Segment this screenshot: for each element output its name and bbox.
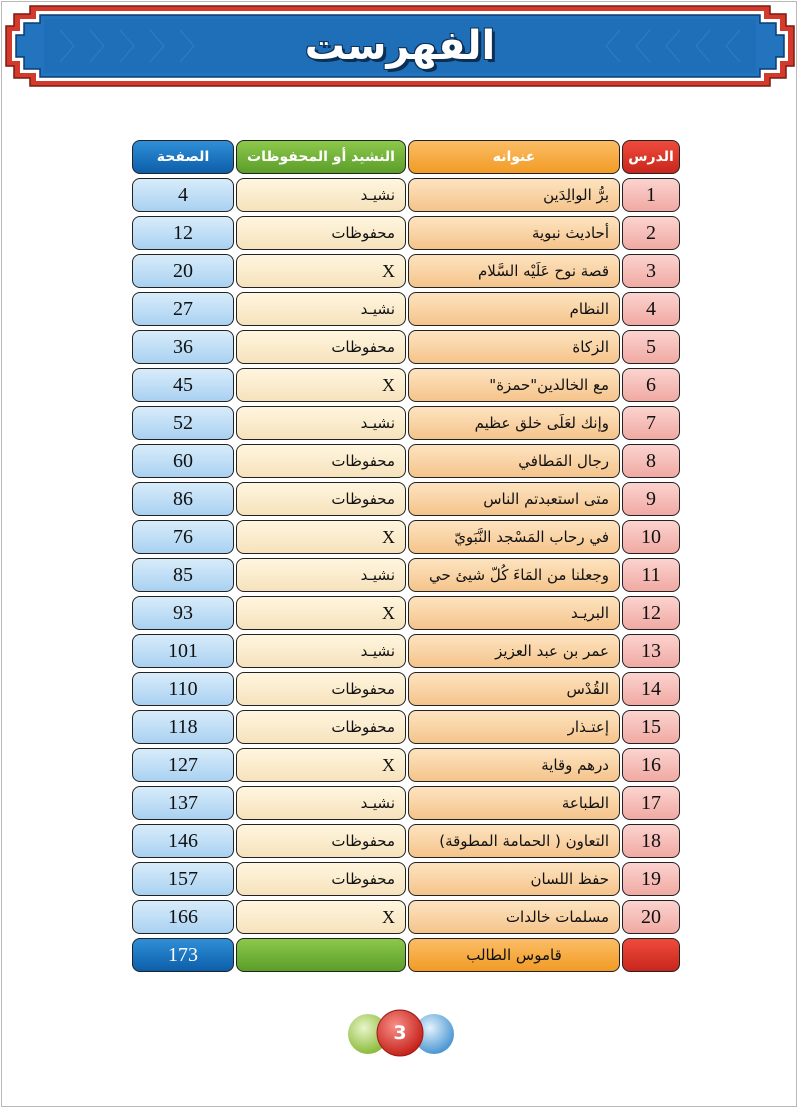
row-lesson-number: 20 — [622, 900, 680, 934]
row-page: 166 — [132, 900, 234, 934]
page-title: الفهرست — [304, 23, 496, 69]
row-lesson-number: 12 — [622, 596, 680, 630]
row-lesson-number: 1 — [622, 178, 680, 212]
row-lesson-number: 14 — [622, 672, 680, 706]
row-page: 101 — [132, 634, 234, 668]
row-song-label: نشيـد — [360, 566, 395, 584]
row-lesson-number: 2 — [622, 216, 680, 250]
row-title: الطباعة — [408, 786, 620, 820]
row-title: رجال المَطافي — [408, 444, 620, 478]
table-row — [132, 596, 680, 630]
row-page: 52 — [132, 406, 234, 440]
row-lesson-number: 16 — [622, 748, 680, 782]
row-song — [236, 292, 406, 326]
row-lesson-number: 15 — [622, 710, 680, 744]
footer-lesson-empty — [622, 938, 680, 972]
footer-song-empty — [236, 938, 406, 972]
row-page: 45 — [132, 368, 234, 402]
row-title: متى استعبدتم الناس — [408, 482, 620, 516]
row-lesson-number: 6 — [622, 368, 680, 402]
row-title: عمر بن عبد العزيز — [408, 634, 620, 668]
row-title: البريـد — [408, 596, 620, 630]
row-song — [236, 596, 406, 630]
row-song — [236, 216, 406, 250]
row-song-label: محفوظات — [331, 224, 395, 242]
table-row — [132, 368, 680, 402]
row-title: وجعلنا من المَاءَ كُلّ شيئ حي — [408, 558, 620, 592]
row-song-label: X — [382, 906, 395, 927]
row-lesson-number: 13 — [622, 634, 680, 668]
table-row — [132, 824, 680, 858]
table-row — [132, 292, 680, 326]
row-song-label: نشيـد — [360, 414, 395, 432]
row-page: 157 — [132, 862, 234, 896]
row-page: 137 — [132, 786, 234, 820]
row-title: القُدْس — [408, 672, 620, 706]
row-song — [236, 520, 406, 554]
row-song-label: X — [382, 374, 395, 395]
row-title: مع الخالدين"حمزة" — [408, 368, 620, 402]
table-row — [132, 330, 680, 364]
row-song — [236, 482, 406, 516]
row-title: مسلمات خالدات — [408, 900, 620, 934]
row-song — [236, 406, 406, 440]
row-title: أحاديث نبوية — [408, 216, 620, 250]
row-song-label: X — [382, 260, 395, 281]
row-page: 4 — [132, 178, 234, 212]
row-song — [236, 710, 406, 744]
row-lesson-number: 18 — [622, 824, 680, 858]
table-footer-row — [132, 938, 680, 972]
row-lesson-number: 19 — [622, 862, 680, 896]
table-row — [132, 634, 680, 668]
row-page: 36 — [132, 330, 234, 364]
row-song — [236, 254, 406, 288]
row-song-label: X — [382, 602, 395, 623]
header-song: النشيد أو المحفوظات — [236, 140, 406, 174]
table-row — [132, 558, 680, 592]
row-title: التعاون ( الحمامة المطوقة) — [408, 824, 620, 858]
row-song-label: محفوظات — [331, 452, 395, 470]
row-song — [236, 900, 406, 934]
row-lesson-number: 9 — [622, 482, 680, 516]
table-row — [132, 406, 680, 440]
row-lesson-number: 17 — [622, 786, 680, 820]
table-row — [132, 444, 680, 478]
row-song — [236, 444, 406, 478]
header-title: عنوانه — [408, 140, 620, 174]
title-banner — [0, 0, 800, 92]
row-page: 20 — [132, 254, 234, 288]
row-title: درهم وقاية — [408, 748, 620, 782]
row-title: إعتـذار — [408, 710, 620, 744]
row-page: 146 — [132, 824, 234, 858]
row-page: 110 — [132, 672, 234, 706]
table-row — [132, 900, 680, 934]
row-song-label: نشيـد — [360, 794, 395, 812]
row-page: 76 — [132, 520, 234, 554]
row-title: برُّ الوالِدَين — [408, 178, 620, 212]
row-title: وإنك لعَلَى خلق عظيم — [408, 406, 620, 440]
table-row — [132, 672, 680, 706]
row-lesson-number: 8 — [622, 444, 680, 478]
row-page: 12 — [132, 216, 234, 250]
row-song-label: محفوظات — [331, 490, 395, 508]
row-song-label: محفوظات — [331, 870, 395, 888]
row-page: 86 — [132, 482, 234, 516]
table-header-row — [132, 140, 680, 174]
row-song-label: محفوظات — [331, 680, 395, 698]
footer-title: قاموس الطالب — [408, 938, 620, 972]
row-lesson-number: 11 — [622, 558, 680, 592]
row-song-label: نشيـد — [360, 300, 395, 318]
table-row — [132, 482, 680, 516]
page-number-badge — [330, 1009, 470, 1057]
header-lesson: الدرس — [622, 140, 680, 174]
table-row — [132, 710, 680, 744]
row-song-label: X — [382, 754, 395, 775]
table-row — [132, 748, 680, 782]
row-song — [236, 862, 406, 896]
row-song — [236, 368, 406, 402]
row-song-label: نشيـد — [360, 642, 395, 660]
row-song-label: محفوظات — [331, 832, 395, 850]
table-row — [132, 216, 680, 250]
row-lesson-number: 4 — [622, 292, 680, 326]
table-row — [132, 254, 680, 288]
row-lesson-number: 3 — [622, 254, 680, 288]
row-song — [236, 178, 406, 212]
row-song — [236, 824, 406, 858]
row-page: 85 — [132, 558, 234, 592]
row-song-label: نشيـد — [360, 186, 395, 204]
header-page: الصفحة — [132, 140, 234, 174]
row-song-label: محفوظات — [331, 338, 395, 356]
row-page: 27 — [132, 292, 234, 326]
table-row — [132, 786, 680, 820]
row-song — [236, 634, 406, 668]
row-title: الزكاة — [408, 330, 620, 364]
row-song — [236, 748, 406, 782]
row-title: في رحاب المَسْجد النَّبَويّ — [408, 520, 620, 554]
table-row — [132, 520, 680, 554]
row-title: قصة نوح عَلَيْه السَّلام — [408, 254, 620, 288]
row-page: 93 — [132, 596, 234, 630]
row-song — [236, 672, 406, 706]
row-song — [236, 786, 406, 820]
row-song-label: محفوظات — [331, 718, 395, 736]
row-song-label: X — [382, 526, 395, 547]
row-page: 127 — [132, 748, 234, 782]
row-song — [236, 558, 406, 592]
footer-page: 173 — [132, 938, 234, 972]
row-lesson-number: 5 — [622, 330, 680, 364]
table-row — [132, 862, 680, 896]
row-page: 118 — [132, 710, 234, 744]
table-row — [132, 178, 680, 212]
row-page: 60 — [132, 444, 234, 478]
page-number: 3 — [393, 1022, 407, 1044]
row-lesson-number: 7 — [622, 406, 680, 440]
row-lesson-number: 10 — [622, 520, 680, 554]
row-title: حفظ اللسان — [408, 862, 620, 896]
row-title: النظام — [408, 292, 620, 326]
row-song — [236, 330, 406, 364]
